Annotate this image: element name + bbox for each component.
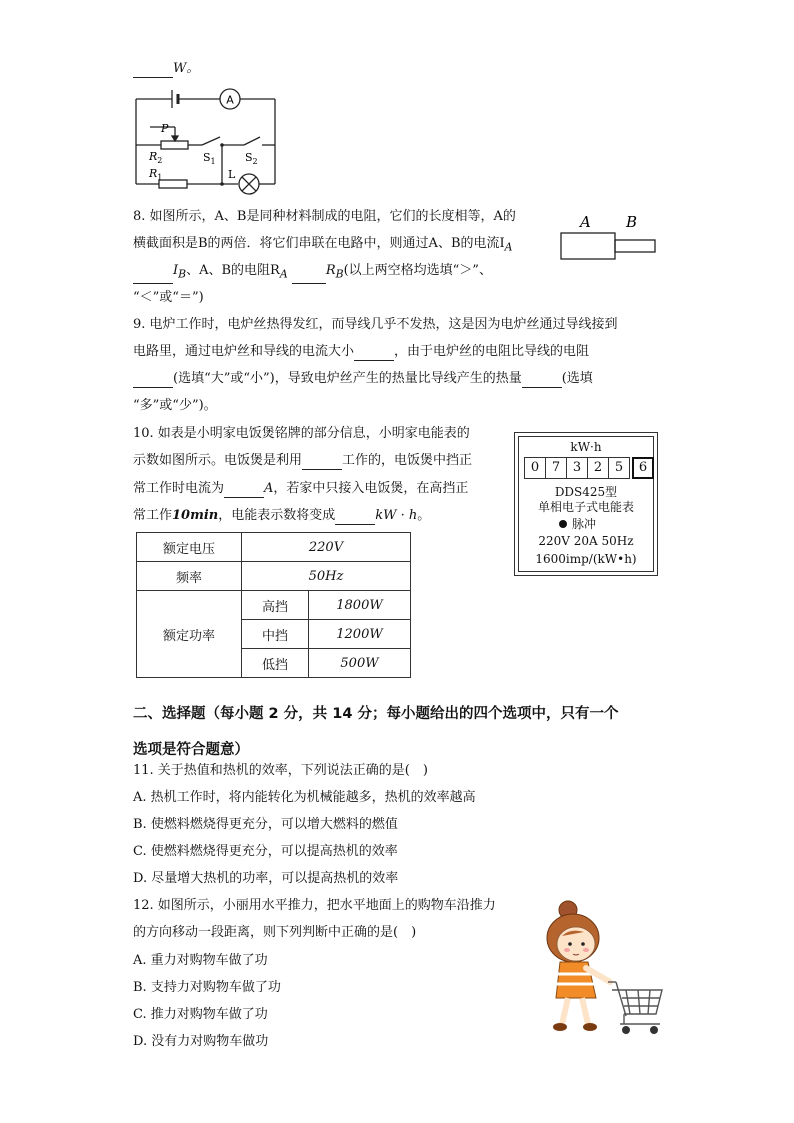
ammeter-label: A [226, 93, 234, 107]
meter-model: DDS425型 [554, 485, 618, 499]
q9-line2: 电路里，通过电炉丝和导线的电流大小 ，由于电炉丝的电阻比导线的电阻 [133, 344, 590, 359]
level-high: 高挡 [242, 591, 309, 620]
answer-blank[interactable] [354, 346, 394, 361]
section2-heading-line2: 选项是符合题意） [133, 742, 249, 758]
meter-name: 单相电子式电能表 [537, 500, 634, 514]
rated-voltage-value: 220V [242, 533, 411, 562]
answer-blank[interactable] [133, 373, 173, 388]
q10-line4: 常工作10min，电能表示数将变成 kW · h。 [133, 508, 431, 523]
level-mid: 中挡 [242, 620, 309, 649]
rated-voltage-label: 额定电压 [137, 533, 242, 562]
q8-line2: 横截面积是B的两倍．将它们串联在电路中，则通过A、B的电流$I_A$ [133, 236, 513, 254]
s2-label: $S_2$ [245, 151, 258, 166]
answer-blank[interactable] [335, 510, 375, 525]
s1-label: $S_1$ [203, 151, 216, 166]
frequency-label: 频率 [137, 562, 242, 591]
meter-digit-decimal: 6 [632, 457, 654, 479]
meter-unit: kW·h [570, 440, 602, 454]
answer-blank[interactable] [522, 373, 562, 388]
meter-digit: 2 [587, 457, 609, 479]
q10-line3: 常工作时电流为 A，若家中只接入电饭煲，在高挡正 [133, 481, 469, 496]
power-low: 500W [309, 649, 411, 678]
meter-digit: 7 [545, 457, 567, 479]
q8-line1: 8. 如图所示，A、B是同种材料制成的电阻，它们的长度相等，A的 [133, 209, 516, 224]
meter-digit: 3 [566, 457, 588, 479]
q11-option-c[interactable]: C. 使燃料燃烧得更充分，可以提高热机的效率 [133, 844, 398, 859]
top-answer-line [133, 60, 199, 78]
meter-rating: 220V 20A 50Hz [538, 534, 634, 548]
rice-cooker-spec-table [136, 532, 411, 678]
r2-label: $R_2$ [149, 150, 163, 165]
electric-meter [514, 432, 658, 576]
circuit-diagram [128, 84, 288, 196]
pulse-indicator-icon [559, 520, 567, 528]
q11-option-a[interactable]: A. 热机工作时，将内能转化为机械能越多，热机的效率越高 [133, 790, 476, 805]
q12-option-b[interactable]: B. 支持力对购物车做了功 [133, 980, 281, 995]
meter-constant: 1600imp/(kW•h) [535, 552, 637, 566]
rated-power-label: 额定功率 [137, 591, 242, 678]
q12-option-d[interactable]: D. 没有力对购物车做功 [133, 1034, 269, 1049]
section2-heading-line1: 二、选择题（每小题 2 分，共 14 分；每小题给出的四个选项中，只有一个 [133, 706, 619, 722]
answer-blank[interactable] [302, 455, 342, 470]
q12-option-a[interactable]: A. 重力对购物车做了功 [133, 953, 268, 968]
answer-blank[interactable] [292, 269, 326, 284]
q11-option-d[interactable]: D. 尽量增大热机的功率，可以提高热机的效率 [133, 871, 399, 886]
girl-shopping-cart-illustration [540, 898, 665, 1043]
meter-digits [525, 457, 654, 479]
unit-text: W。 [173, 61, 200, 76]
q10-line2: 示数如图所示。电饭煲是利用 工作的，电饭煲中挡正 [133, 453, 473, 468]
power-high: 1800W [309, 591, 411, 620]
frequency-value: 50Hz [242, 562, 411, 591]
power-mid: 1200W [309, 620, 411, 649]
resistor-ab-figure [556, 212, 661, 262]
label-b: B [626, 213, 638, 231]
q10-line1: 10. 如表是小明家电饭煲铭牌的部分信息，小明家电能表的 [133, 426, 470, 441]
label-a: A [580, 213, 591, 231]
answer-blank[interactable] [224, 483, 264, 498]
answer-blank[interactable] [133, 63, 173, 78]
level-low: 低挡 [242, 649, 309, 678]
answer-blank[interactable] [133, 269, 173, 284]
meter-digit: 5 [608, 457, 630, 479]
q8-line3: $I_B$、A、B的电阻$R_A$ $R_B$(以上两空格均选填“＞”、 [133, 262, 492, 284]
slider-label: P [161, 122, 169, 135]
q12-stem-line2: 的方向移动一段距离，则下列判断中正确的是( ) [133, 925, 417, 940]
q12-option-c[interactable]: C. 推力对购物车做了功 [133, 1007, 268, 1022]
q8-line4: “＜”或“＝”) [133, 290, 204, 305]
q9-line3: (选填“大”或“小”)，导致电炉丝产生的热量比导线产生的热量 (选填 [133, 370, 593, 388]
q9-line4: “多”或“少”)。 [133, 398, 217, 413]
r1-label: $R_1$ [149, 167, 163, 182]
meter-pulse: 脉冲 [559, 515, 653, 532]
q11-option-b[interactable]: B. 使燃料燃烧得更充分，可以增大燃料的燃值 [133, 817, 398, 832]
q12-stem-line1: 12. 如图所示，小丽用水平推力，把水平地面上的购物车沿推力 [133, 898, 496, 913]
lamp-label: L [228, 168, 236, 181]
meter-digit: 0 [524, 457, 546, 479]
q11-stem: 11. 关于热值和热机的效率，下列说法正确的是( ) [133, 763, 428, 778]
q9-line1: 9. 电炉工作时，电炉丝热得发红，而导线几乎不发热，这是因为电炉丝通过导线接到 [133, 317, 618, 332]
